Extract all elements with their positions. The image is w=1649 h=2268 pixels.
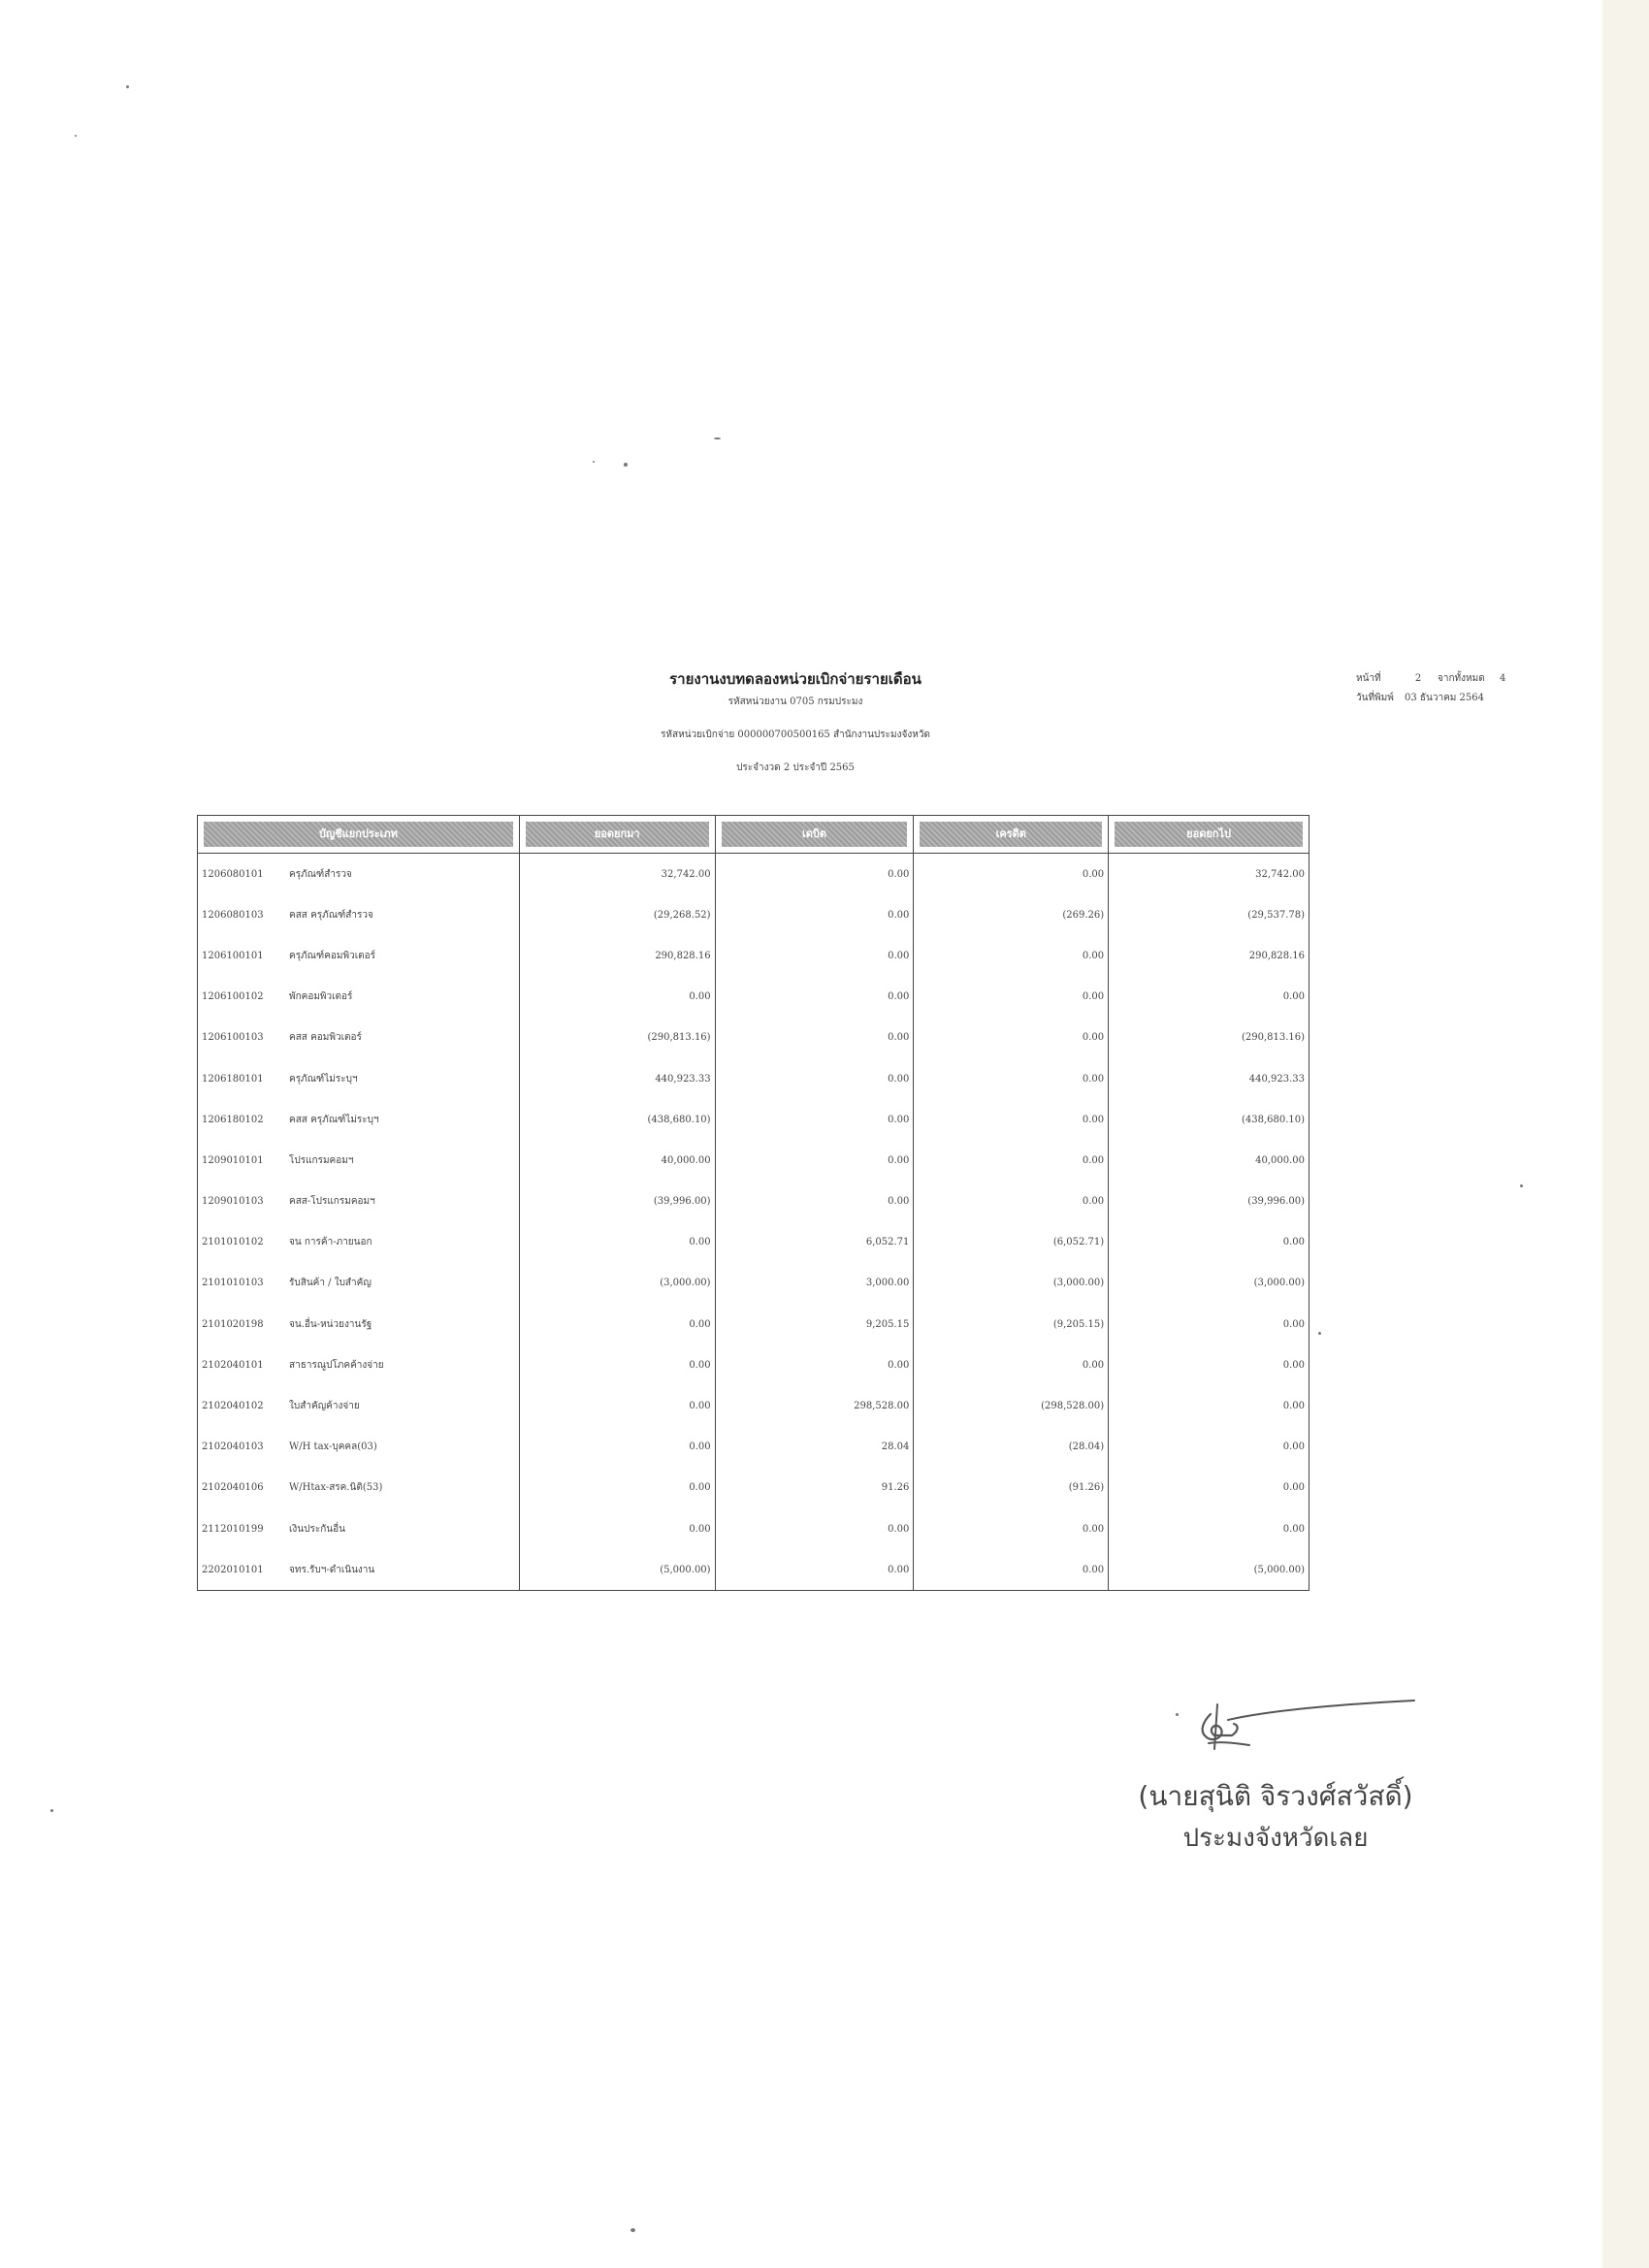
account-code: 1206180101 <box>202 1073 264 1085</box>
account-cell <box>198 1427 520 1468</box>
debit-value: 0.00 <box>715 977 914 1018</box>
header-credit <box>914 816 1109 854</box>
trial-balance-table <box>197 815 1310 1591</box>
table-row <box>198 1140 1310 1181</box>
account-name: โปรแกรมคอมฯ <box>289 1154 354 1166</box>
carried-forward-value: 0.00 <box>1109 1508 1310 1549</box>
account-name: คสส คอมพิวเตอร์ <box>289 1032 362 1044</box>
account-cell <box>198 1222 520 1263</box>
account-cell <box>198 1385 520 1426</box>
header-account <box>198 816 520 854</box>
debit-value: 0.00 <box>715 1345 914 1385</box>
account-code: 2202010101 <box>202 1564 264 1575</box>
brought-forward-value: 0.00 <box>519 1385 715 1426</box>
account-cell <box>198 1182 520 1222</box>
account-code: 1206080101 <box>202 868 264 880</box>
account-code: 1209010103 <box>202 1196 264 1208</box>
table-row <box>198 1549 1310 1591</box>
carried-forward-value: 0.00 <box>1109 1427 1310 1468</box>
account-name: สาธารณูปโภคค้างจ่าย <box>289 1359 384 1371</box>
debit-value: 9,205.15 <box>715 1304 914 1345</box>
table-row <box>198 1099 1310 1140</box>
debit-value: 0.00 <box>715 854 914 895</box>
brought-forward-value: (29,268.52) <box>519 894 715 935</box>
account-cell <box>198 1345 520 1385</box>
brought-forward-value: (3,000.00) <box>519 1263 715 1304</box>
table-row <box>198 1304 1310 1345</box>
carried-forward-value: 32,742.00 <box>1109 854 1310 895</box>
signatory-name: (นายสุนิติ จิรวงศ์สวัสดิ์) <box>1138 1780 1413 1812</box>
credit-value: 0.00 <box>914 1549 1109 1591</box>
account-code: 2112010199 <box>202 1523 264 1535</box>
header-carried-forward <box>1109 816 1310 854</box>
credit-value: 0.00 <box>914 1099 1109 1140</box>
table-row <box>198 1345 1310 1385</box>
brought-forward-value: (290,813.16) <box>519 1018 715 1058</box>
account-cell <box>198 854 520 895</box>
table-row <box>198 1385 1310 1426</box>
account-code: 2102040106 <box>202 1482 264 1494</box>
carried-forward-value: (29,537.78) <box>1109 894 1310 935</box>
account-name: คสส ครุภัณฑ์สำรวจ <box>289 909 373 921</box>
account-name: พักคอมพิวเตอร์ <box>289 991 353 1003</box>
account-code: 2102040103 <box>202 1442 264 1453</box>
debit-value: 0.00 <box>715 1508 914 1549</box>
account-cell <box>198 1468 520 1508</box>
carried-forward-value: 0.00 <box>1109 1304 1310 1345</box>
page-info <box>1356 669 1505 708</box>
print-date: 03 ธันวาคม 2564 <box>1405 693 1484 703</box>
account-cell <box>198 1304 520 1345</box>
account-name: W/H tax-บุคคล(03) <box>289 1442 377 1453</box>
account-name: คสส ครุภัณฑ์ไม่ระบุฯ <box>289 1114 379 1125</box>
account-code: 1206180102 <box>202 1114 264 1125</box>
table-row <box>198 1427 1310 1468</box>
credit-value: (3,000.00) <box>914 1263 1109 1304</box>
credit-value: 0.00 <box>914 977 1109 1018</box>
report-unit-line: รหัสหน่วยงาน 0705 กรมประมง <box>728 697 863 707</box>
debit-value: 0.00 <box>715 1549 914 1591</box>
carried-forward-value: (3,000.00) <box>1109 1263 1310 1304</box>
account-name: จน การค้า-ภายนอก <box>289 1237 372 1248</box>
account-cell <box>198 1549 520 1591</box>
account-code: 1206100102 <box>202 991 264 1003</box>
carried-forward-value: (438,680.10) <box>1109 1099 1310 1140</box>
brought-forward-value: 32,742.00 <box>519 854 715 895</box>
credit-value: (28.04) <box>914 1427 1109 1468</box>
account-name: จทร.รับฯ-ดำเนินงาน <box>289 1564 375 1575</box>
account-cell <box>198 1263 520 1304</box>
table-row <box>198 1018 1310 1058</box>
debit-value: 91.26 <box>715 1468 914 1508</box>
table-header-row <box>198 816 1310 854</box>
scan-speck <box>1520 1184 1523 1187</box>
credit-value: 0.00 <box>914 935 1109 976</box>
brought-forward-value: (39,996.00) <box>519 1182 715 1222</box>
carried-forward-value: (39,996.00) <box>1109 1182 1310 1222</box>
report-disburse-line: รหัสหน่วยเบิกจ่าย 000000700500165 สำนักงานประมงจังหวัด <box>661 729 930 740</box>
credit-value: (298,528.00) <box>914 1385 1109 1426</box>
report-title: รายงานงบทดลองหน่วยเบิกจ่ายรายเดือน <box>669 670 922 688</box>
debit-value: 6,052.71 <box>715 1222 914 1263</box>
account-name: ใบสำคัญค้างจ่าย <box>289 1401 360 1412</box>
credit-value: 0.00 <box>914 1058 1109 1099</box>
table-body <box>198 854 1310 1591</box>
carried-forward-value: 40,000.00 <box>1109 1140 1310 1181</box>
brought-forward-value: 0.00 <box>519 1427 715 1468</box>
account-code: 2101010102 <box>202 1237 264 1248</box>
account-code: 2102040102 <box>202 1401 264 1412</box>
header-account-label: บัญชีแยกประเภท <box>204 822 513 847</box>
table-row <box>198 1182 1310 1222</box>
page-number: 2 <box>1414 673 1422 684</box>
account-name: ครุภัณฑ์สำรวจ <box>289 868 352 880</box>
account-code: 1206080103 <box>202 909 264 921</box>
carried-forward-value: (5,000.00) <box>1109 1549 1310 1591</box>
table-row <box>198 854 1310 895</box>
scan-speck <box>714 437 721 439</box>
account-name: W/Htax-สรค.นิติ(53) <box>289 1482 383 1494</box>
header-debit-label: เดบิต <box>722 822 908 847</box>
credit-value: (91.26) <box>914 1468 1109 1508</box>
credit-value: 0.00 <box>914 1182 1109 1222</box>
debit-value: 0.00 <box>715 1140 914 1181</box>
header-carried-forward-label: ยอดยกไป <box>1115 822 1303 847</box>
total-pages: 4 <box>1500 673 1506 684</box>
table-row <box>198 894 1310 935</box>
carried-forward-value: 290,828.16 <box>1109 935 1310 976</box>
account-cell <box>198 1140 520 1181</box>
debit-value: 298,528.00 <box>715 1385 914 1426</box>
account-code: 2102040101 <box>202 1359 264 1371</box>
account-name: ครุภัณฑ์ไม่ระบุฯ <box>289 1073 358 1085</box>
scan-speck <box>593 461 595 463</box>
table-row <box>198 935 1310 976</box>
account-cell <box>198 977 520 1018</box>
brought-forward-value: 290,828.16 <box>519 935 715 976</box>
report-header <box>582 667 1009 776</box>
brought-forward-value: 40,000.00 <box>519 1140 715 1181</box>
brought-forward-value: 0.00 <box>519 1222 715 1263</box>
table-row <box>198 977 1310 1018</box>
credit-value: 0.00 <box>914 1508 1109 1549</box>
carried-forward-value: 0.00 <box>1109 1468 1310 1508</box>
brought-forward-value: (438,680.10) <box>519 1099 715 1140</box>
scan-speck <box>624 463 628 467</box>
brought-forward-value: 0.00 <box>519 1468 715 1508</box>
carried-forward-value: (290,813.16) <box>1109 1018 1310 1058</box>
credit-value: 0.00 <box>914 854 1109 895</box>
account-code: 1209010101 <box>202 1154 264 1166</box>
credit-value: 0.00 <box>914 1140 1109 1181</box>
account-code: 2101010103 <box>202 1278 264 1289</box>
account-cell <box>198 1058 520 1099</box>
debit-value: 3,000.00 <box>715 1263 914 1304</box>
credit-value: (269.26) <box>914 894 1109 935</box>
account-name: ครุภัณฑ์คอมพิวเตอร์ <box>289 950 376 961</box>
brought-forward-value: 0.00 <box>519 1345 715 1385</box>
brought-forward-value: 440,923.33 <box>519 1058 715 1099</box>
account-cell <box>198 894 520 935</box>
brought-forward-value: 0.00 <box>519 977 715 1018</box>
scan-speck <box>630 2228 635 2232</box>
debit-value: 28.04 <box>715 1427 914 1468</box>
credit-value: (6,052.71) <box>914 1222 1109 1263</box>
account-cell <box>198 1099 520 1140</box>
header-brought-forward <box>519 816 715 854</box>
scan-speck <box>75 135 77 137</box>
carried-forward-value: 0.00 <box>1109 1345 1310 1385</box>
brought-forward-value: 0.00 <box>519 1304 715 1345</box>
account-name: รับสินค้า / ใบสำคัญ <box>289 1278 372 1289</box>
table-row <box>198 1263 1310 1304</box>
header-credit-label: เครดิต <box>920 822 1102 847</box>
debit-value: 0.00 <box>715 1182 914 1222</box>
table-row <box>198 1508 1310 1549</box>
account-code: 2101020198 <box>202 1318 264 1330</box>
header-brought-forward-label: ยอดยกมา <box>526 822 709 847</box>
debit-value: 0.00 <box>715 894 914 935</box>
total-pages-label: จากทั้งหมด <box>1438 673 1485 684</box>
scan-speck <box>50 1809 53 1812</box>
page-label: หน้าที่ <box>1356 673 1381 684</box>
account-name: คสส-โปรแกรมคอมฯ <box>289 1196 375 1208</box>
scan-speck <box>1318 1332 1321 1335</box>
credit-value: 0.00 <box>914 1018 1109 1058</box>
print-date-label: วันที่พิมพ์ <box>1356 693 1394 703</box>
carried-forward-value: 0.00 <box>1109 1385 1310 1426</box>
brought-forward-value: (5,000.00) <box>519 1549 715 1591</box>
debit-value: 0.00 <box>715 1099 914 1140</box>
signatory-position: ประมงจังหวัดเลย <box>1182 1824 1369 1853</box>
paper-edge-strip <box>1602 0 1649 2268</box>
brought-forward-value: 0.00 <box>519 1508 715 1549</box>
scan-speck <box>126 85 129 88</box>
table-row <box>198 1468 1310 1508</box>
account-cell <box>198 935 520 976</box>
carried-forward-value: 440,923.33 <box>1109 1058 1310 1099</box>
account-name: จน.อื่น-หน่วยงานรัฐ <box>289 1318 372 1330</box>
carried-forward-value: 0.00 <box>1109 1222 1310 1263</box>
debit-value: 0.00 <box>715 1058 914 1099</box>
account-cell <box>198 1508 520 1549</box>
debit-value: 0.00 <box>715 1018 914 1058</box>
table-row <box>198 1058 1310 1099</box>
account-code: 1206100103 <box>202 1032 264 1044</box>
credit-value: 0.00 <box>914 1345 1109 1385</box>
credit-value: (9,205.15) <box>914 1304 1109 1345</box>
account-code: 1206100101 <box>202 950 264 961</box>
header-debit <box>715 816 914 854</box>
table-row <box>198 1222 1310 1263</box>
debit-value: 0.00 <box>715 935 914 976</box>
report-period-line: ประจำงวด 2 ประจำปี 2565 <box>736 762 855 773</box>
carried-forward-value: 0.00 <box>1109 977 1310 1018</box>
handwritten-signature <box>1106 1693 1445 1770</box>
account-name: เงินประกันอื่น <box>289 1523 345 1535</box>
account-cell <box>198 1018 520 1058</box>
